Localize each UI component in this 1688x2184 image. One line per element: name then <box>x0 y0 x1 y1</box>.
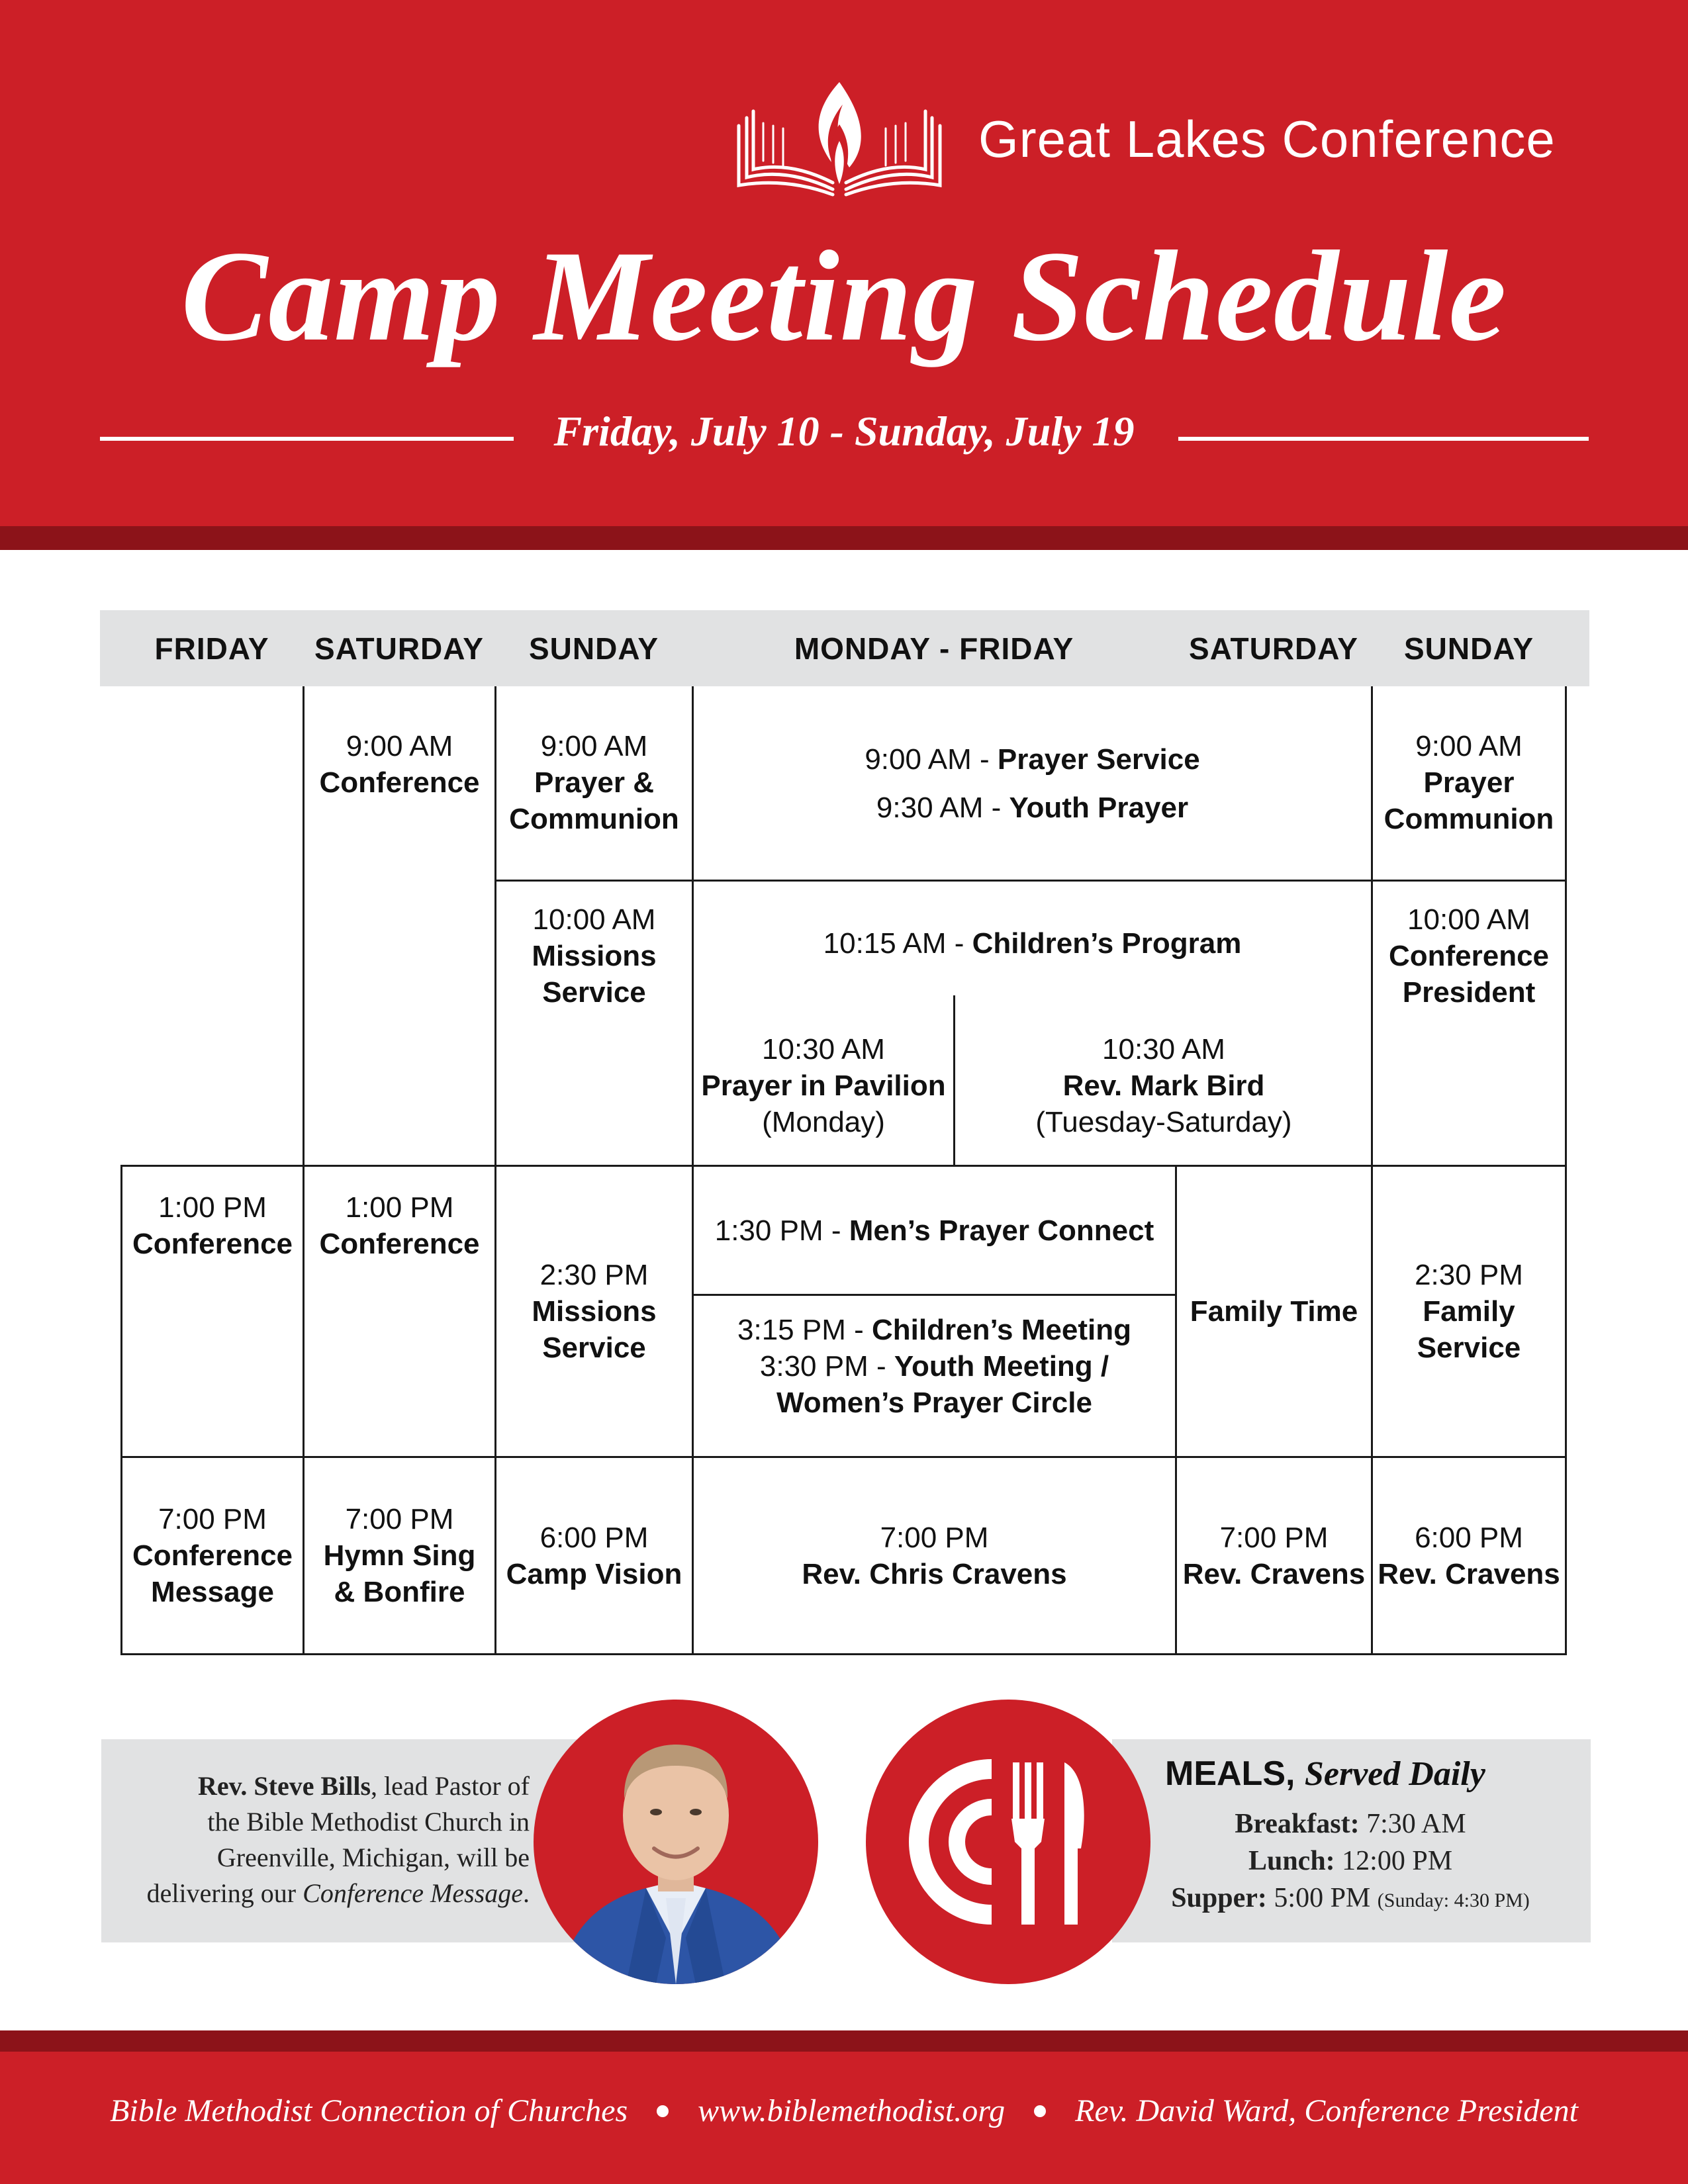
sun2-late-morning-event <box>1373 901 1565 1011</box>
event-time: 9:00 AM <box>540 730 648 762</box>
sat-afternoon-event <box>305 1189 494 1262</box>
event-title: & Bonfire <box>334 1576 465 1608</box>
event-time: 1:00 PM <box>158 1191 267 1224</box>
bio-text: Greenville, Michigan, will be <box>216 1843 530 1872</box>
event-title: Prayer in Pavilion <box>701 1069 946 1102</box>
event-time: 7:00 PM <box>345 1503 454 1535</box>
sun-afternoon-event <box>496 1167 692 1456</box>
youth-meeting-line: 3:30 PM - Youth Meeting / <box>759 1350 1109 1383</box>
sun-evening-event <box>496 1458 692 1653</box>
speaker-bio <box>113 1768 530 1911</box>
event-title: Rev. Mark Bird <box>1062 1069 1265 1102</box>
grid-line <box>1565 686 1567 1655</box>
event-title: Missions <box>532 1295 657 1328</box>
event-time: 7:00 PM <box>158 1503 267 1535</box>
event-title: Service <box>542 1332 646 1364</box>
event-title: Hymn Sing <box>323 1539 476 1572</box>
event-title: Prayer Service <box>997 743 1200 776</box>
grid-line <box>692 1294 1177 1296</box>
event-time: 9:00 AM <box>1415 730 1523 762</box>
event-title: Children’s Program <box>972 927 1242 960</box>
bio-text: delivering our <box>146 1878 303 1908</box>
meal-label: Supper: <box>1171 1883 1267 1913</box>
event-title: Family Time <box>1190 1295 1358 1328</box>
weekday-morning-events <box>694 741 1371 826</box>
page-title: Camp Meeting Schedule <box>181 224 1507 368</box>
meals-subtitle: Served Daily <box>1304 1755 1485 1793</box>
event-time: 2:30 PM <box>1415 1259 1523 1291</box>
weekday-evening-event <box>694 1458 1175 1653</box>
event-time: 1:00 PM <box>345 1191 454 1224</box>
event-title: Conference <box>132 1539 293 1572</box>
footer-info <box>0 2093 1688 2129</box>
event-title: Rev. Chris Cravens <box>802 1557 1067 1590</box>
mark-bird-event <box>955 1031 1372 1140</box>
speaker-portrait <box>534 1700 818 1984</box>
event-time: 10:00 AM <box>532 903 656 936</box>
event-title: Prayer & <box>534 766 654 799</box>
grid-line <box>494 880 1567 882</box>
sat-morning-event <box>305 728 494 801</box>
event-time: 6:00 PM <box>1415 1521 1523 1554</box>
org-name: Great Lakes Conference <box>978 110 1556 168</box>
event-title: Conference <box>319 766 480 799</box>
speaker-name: Rev. Steve Bills <box>197 1771 371 1801</box>
meal-time: 7:30 AM <box>1366 1809 1466 1839</box>
youth-prayer-line: 9:30 AM - Youth Prayer <box>876 792 1189 824</box>
event-title: Conference <box>319 1228 480 1260</box>
event-title: Conference <box>132 1228 293 1260</box>
footer-org: Bible Methodist Connection of Churches <box>110 2093 628 2128</box>
footer-president: Rev. David Ward, Conference President <box>1075 2093 1578 2128</box>
event-title: President <box>1402 976 1536 1009</box>
col-header-sunday: SUNDAY <box>528 631 659 666</box>
event-time: 9:30 AM <box>876 792 984 824</box>
event-time: 3:30 PM <box>759 1350 868 1383</box>
footer-website-link[interactable]: www.biblemethodist.org <box>698 2093 1006 2128</box>
event-title: Youth Meeting / <box>894 1350 1109 1383</box>
bio-text: . <box>523 1878 530 1908</box>
sat2-evening-event <box>1177 1458 1371 1653</box>
meal-label: Lunch: <box>1248 1846 1335 1876</box>
event-title: Youth Prayer <box>1009 792 1189 824</box>
event-title: Women’s Prayer Circle <box>776 1387 1092 1419</box>
event-title: Missions <box>532 940 657 972</box>
pavilion-prayer-event <box>694 1031 953 1140</box>
meal-note: (Sunday: 4:30 PM) <box>1377 1889 1530 1911</box>
col-header-saturday-2: SATURDAY <box>1189 631 1358 666</box>
header-dark-band <box>0 526 1688 550</box>
event-title: Service <box>542 976 646 1009</box>
event-title: Communion <box>509 803 679 835</box>
event-title: Communion <box>1383 803 1554 835</box>
event-dates: Friday, July 10 - Sunday, July 19 <box>553 408 1135 455</box>
event-title: Family <box>1423 1295 1515 1328</box>
family-time-event <box>1177 1167 1371 1456</box>
prayer-service-line: 9:00 AM - Prayer Service <box>865 743 1200 776</box>
event-time: 10:00 AM <box>1407 903 1530 936</box>
event-title: Rev. Cravens <box>1182 1557 1366 1590</box>
fri-afternoon-event <box>122 1189 303 1262</box>
event-title: Men’s Prayer Connect <box>849 1214 1154 1247</box>
sun2-morning-event <box>1373 728 1565 837</box>
event-time: 6:00 PM <box>539 1521 649 1554</box>
event-note: (Tuesday-Saturday) <box>1035 1106 1292 1138</box>
sun2-evening-event <box>1373 1458 1565 1653</box>
plate-fork-knife-icon <box>866 1700 1150 1984</box>
childrens-meeting-line: 3:15 PM - Children’s Meeting <box>737 1314 1131 1346</box>
bio-text: , lead Pastor of <box>371 1771 530 1801</box>
event-time: 3:15 PM <box>737 1314 846 1346</box>
event-time: 10:30 AM <box>1102 1033 1225 1066</box>
sun-late-morning-event <box>496 901 692 1011</box>
bullet-icon <box>657 2105 669 2117</box>
col-header-sunday-2: SUNDAY <box>1403 631 1534 666</box>
event-title: Message <box>151 1576 274 1608</box>
event-time: 1:30 PM <box>714 1214 823 1247</box>
lunch-line <box>1125 1845 1575 1877</box>
footer-dark-band <box>0 2030 1688 2052</box>
event-time: 9:00 AM <box>865 743 972 776</box>
meal-time: 5:00 PM <box>1274 1883 1371 1913</box>
meals-heading: MEALS, <box>1165 1754 1295 1793</box>
breakfast-line <box>1125 1808 1575 1840</box>
supper-line <box>1125 1882 1575 1914</box>
grid-line <box>120 1653 1567 1655</box>
col-header-monday-friday: MONDAY - FRIDAY <box>794 631 1074 666</box>
sun2-afternoon-event <box>1373 1167 1565 1456</box>
bio-text: the Bible Methodist Church in <box>207 1807 530 1837</box>
womens-prayer-line <box>776 1385 1092 1421</box>
event-time: 7:00 PM <box>880 1521 989 1554</box>
event-title: Service <box>1417 1332 1521 1364</box>
meal-label: Breakfast: <box>1235 1809 1360 1839</box>
bullet-icon <box>1034 2105 1046 2117</box>
event-title: Children’s Meeting <box>872 1314 1131 1346</box>
event-title: Camp Vision <box>506 1557 682 1590</box>
event-time: 2:30 PM <box>539 1259 649 1291</box>
event-time: 9:00 AM <box>346 730 453 762</box>
col-header-saturday: SATURDAY <box>314 631 484 666</box>
mens-prayer-event: 1:30 PM - Men’s Prayer Connect <box>714 1214 1154 1247</box>
bio-emphasis: Conference Message <box>303 1878 523 1908</box>
event-title: Prayer <box>1423 766 1515 799</box>
open-bible-flame-logo <box>733 78 945 197</box>
fri-evening-event <box>122 1458 303 1653</box>
childrens-program-event: 10:15 AM - Children’s Program <box>823 927 1242 960</box>
event-title: Rev. Cravens <box>1378 1557 1560 1590</box>
meal-time: 12:00 PM <box>1342 1846 1453 1876</box>
meals-title <box>1165 1754 1485 1794</box>
event-time: 10:15 AM <box>823 927 947 960</box>
afternoon-meetings-events <box>694 1312 1175 1421</box>
sat-evening-event <box>305 1458 494 1653</box>
col-header-friday: FRIDAY <box>154 631 269 666</box>
sun-morning-event <box>496 728 692 837</box>
event-time: 7:00 PM <box>1219 1521 1329 1554</box>
event-title: Conference <box>1388 940 1550 972</box>
event-note: (Monday) <box>762 1106 885 1138</box>
event-time: 10:30 AM <box>762 1033 885 1066</box>
